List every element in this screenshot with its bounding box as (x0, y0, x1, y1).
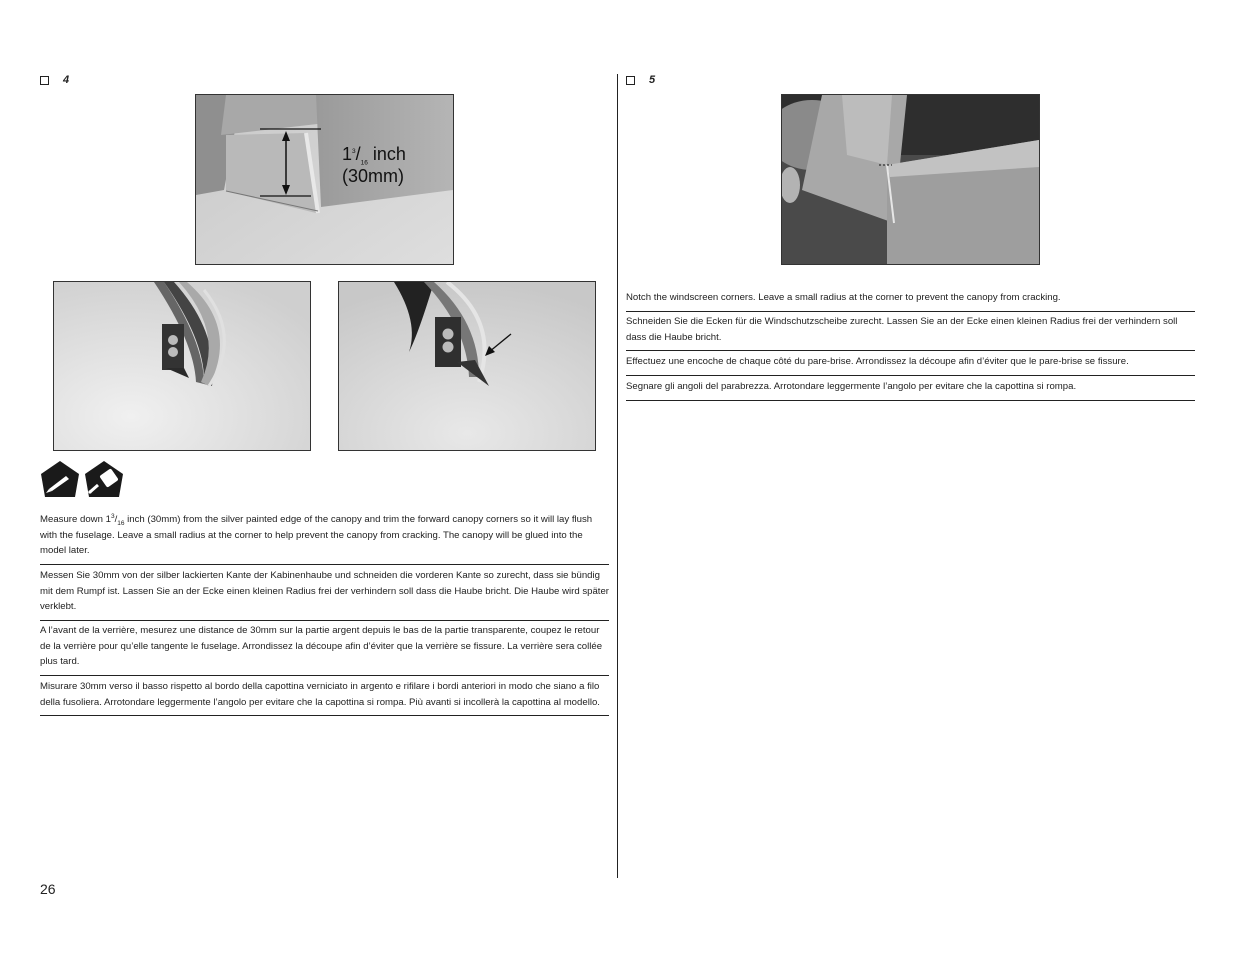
step-5-text-it: Segnare gli angoli del parabrezza. Arrotondare leggermente l’angolo per evitare che la capottina si rompa. (626, 379, 1195, 401)
step-5-checkbox[interactable] (626, 76, 635, 85)
step-4-text-en: Measure down $1^3/_{16}$ inch (30mm) from the silver painted edge of the canopy and trim the forward canopy corners so it will lay flush with the fuselage. Leave a small radius at the corner to help prevent the canopy from cracking. The canopy will be glued into the model later. (40, 512, 609, 565)
step-4-number: 4 (63, 74, 70, 86)
canopy-trim-photo (338, 281, 596, 451)
step-4-text-fr: A l’avant de la verrière, mesurez une distance de 30mm sur la partie argent depuis le bas de la partie transparente, coupez le retour de la verrière pour qu’elle tangente le fuselage. Arrondissez la découpe afin d’éviter que la verrière se fissure. La verrière sera collée plus tard. (40, 623, 609, 676)
step-4-text-it: Misurare 30mm verso il basso rispetto al bordo della capottina verniciato in argento e rifilare i bordi anteriori in modo che siano a filo della fusoliera. Arrotondare leggermente l’angolo per evitare che la capottina si rompa. Più avanti si incollerà la capottina al modello. (40, 679, 609, 716)
hobby-knife-icon (40, 460, 80, 500)
step-5-header (626, 74, 655, 86)
step-4-text-de: Messen Sie 30mm von der silber lackierten Kante der Kabinenhaube und schneiden die vorderen Kante so zurecht, dass sie bündig mit dem Rumpf ist. Lassen Sie an der Ecke einen kleinen Radius frei der verhindern soll dass die Haube bricht. Die Haube wird später verklebt. (40, 568, 609, 621)
glue-bottle-icon (84, 460, 124, 500)
step-5-text-fr: Effectuez une encoche de chaque côté du pare-brise. Arrondissez la découpe afin d’éviter que le pare-brise se fissure. (626, 354, 1195, 376)
step-4-header (40, 74, 69, 86)
step-5-text-de: Schneiden Sie die Ecken für die Windschutzscheibe zurecht. Lassen Sie an der Ecke einen kleinen Radius frei der verhindern soll dass die Haube bricht. (626, 314, 1195, 351)
step-5-number: 5 (649, 74, 656, 86)
canopy-measurement-photo (195, 94, 454, 265)
windscreen-notch-photo (781, 94, 1040, 265)
canopy-corner-photo (53, 281, 311, 451)
step-5-text-en: Notch the windscreen corners. Leave a small radius at the corner to prevent the canopy from cracking. (626, 290, 1195, 312)
page-number: 26 (40, 881, 56, 897)
column-divider (617, 74, 618, 878)
measurement-label: $1^3/_{16}$ inch (30mm) (342, 144, 406, 186)
step-4-checkbox[interactable] (40, 76, 49, 85)
